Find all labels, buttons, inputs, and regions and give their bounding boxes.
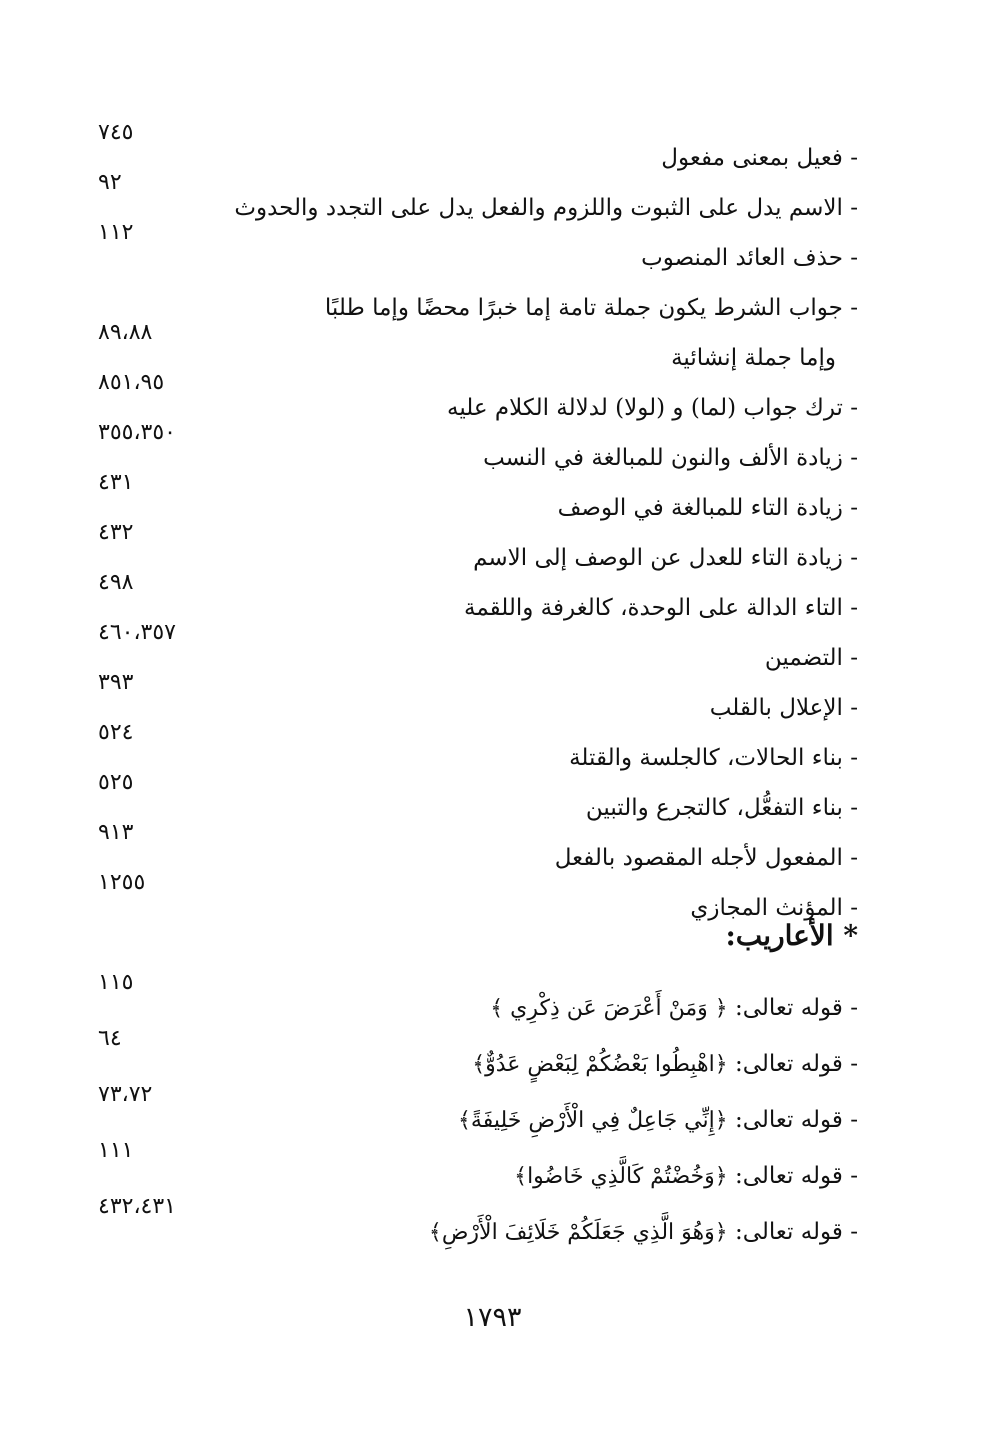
entry-text: - ترك جواب (لما) و (لولا) لدلالة الكلام عليه — [447, 395, 858, 421]
entry-page-refs: ٥٢٥ — [98, 770, 134, 795]
entry-text: - حذف العائد المنصوب — [641, 245, 858, 271]
index-entry — [98, 820, 858, 884]
index-entry — [98, 284, 858, 334]
index-entry — [98, 770, 858, 834]
entry-text: - زيادة الألف والنون للمبالغة في النسب — [483, 445, 858, 471]
index-entry-continuation — [98, 320, 858, 384]
entry-text: - المؤنث المجازي — [690, 895, 858, 921]
entry-text: - التضمين — [764, 645, 858, 671]
entry-page-refs: ١١١ — [98, 1138, 134, 1163]
entry-text: - بناء التفعُّل، كالتجرع والتبين — [585, 795, 858, 821]
index-entry — [98, 370, 858, 434]
entry-text: وإما جملة إنشائية — [671, 345, 836, 371]
index-entry — [98, 420, 858, 484]
verse-prefix: - قوله تعالى: — [734, 1219, 858, 1245]
entry-page-refs: ٧٤٥ — [98, 120, 134, 145]
entry-page-refs: ٩٢ — [98, 170, 122, 195]
index-entry — [98, 520, 858, 584]
entry-page-refs: ٤٣١ — [98, 470, 134, 495]
entry-page-refs: ٤٦٠،٣٥٧ — [98, 620, 176, 645]
entry-text: - زيادة التاء للعدل عن الوصف إلى الاسم — [473, 545, 858, 571]
entry-text: - فعيل بمعنى مفعول — [661, 145, 858, 171]
quran-verse: ﴿إِنِّي جَاعِلٌ فِي الْأَرْضِ خَلِيفَةً﴾ — [458, 1108, 728, 1133]
entry-page-refs: ٨٥١،٩٥ — [98, 370, 165, 395]
entry-text: - المفعول لأجله المقصود بالفعل — [554, 845, 858, 871]
entry-page-refs: ٧٣،٧٢ — [98, 1082, 153, 1107]
verse-prefix: - قوله تعالى: — [734, 995, 858, 1021]
verse-line — [472, 1048, 858, 1081]
page-number: ١٧٩٣ — [463, 1302, 522, 1333]
entry-page-refs: ٥٢٤ — [98, 720, 134, 745]
index-entry — [98, 170, 858, 234]
entry-page-refs: ٣٥٥،٣٥٠ — [98, 420, 176, 445]
entry-page-refs: ١٢٥٥ — [98, 870, 146, 895]
verse-entry — [98, 1026, 858, 1090]
verse-entry — [98, 1194, 858, 1258]
entry-text: - جواب الشرط يكون جملة تامة إما خبرًا محضًا وإما طلبًا — [324, 295, 858, 321]
entry-text: - بناء الحالات، كالجلسة والقتلة — [569, 745, 858, 771]
verse-line — [458, 1104, 858, 1137]
entry-page-refs: ٩١٣ — [98, 820, 134, 845]
index-entry — [98, 670, 858, 734]
index-entry — [98, 620, 858, 684]
quran-verse: ﴿ وَمَنْ أَعْرَضَ عَن ذِكْرِي ﴾ — [490, 996, 728, 1021]
entry-page-refs: ٤٣٢،٤٣١ — [98, 1194, 176, 1219]
entry-page-refs: ١١٥ — [98, 970, 134, 995]
entry-page-refs: ١١٢ — [98, 220, 134, 245]
verse-entry — [98, 1138, 858, 1202]
verse-line — [490, 992, 858, 1025]
quran-verse: ﴿وَخُضْتُمْ كَالَّذِي خَاضُوا﴾ — [514, 1164, 728, 1189]
entry-page-refs: ٤٩٨ — [98, 570, 134, 595]
entry-text: - زيادة التاء للمبالغة في الوصف — [557, 495, 858, 521]
section-heading: * الأعاريب: — [725, 919, 858, 952]
verse-prefix: - قوله تعالى: — [734, 1107, 858, 1133]
verse-entry — [98, 1082, 858, 1146]
quran-verse: ﴿وَهُوَ الَّذِي جَعَلَكُمْ خَلَائِفَ الْأَرْضِ﴾ — [428, 1220, 728, 1245]
entry-page-refs: ٨٩،٨٨ — [98, 320, 153, 345]
verse-prefix: - قوله تعالى: — [734, 1051, 858, 1077]
verse-line — [514, 1160, 858, 1193]
index-entry — [98, 120, 858, 184]
entry-text: - التاء الدالة على الوحدة، كالغرفة واللقمة — [463, 595, 858, 621]
index-entry — [98, 720, 858, 784]
index-entry — [98, 470, 858, 534]
entry-text: - الاسم يدل على الثبوت واللزوم والفعل يدل على التجدد والحدوث — [234, 195, 858, 221]
verse-line — [429, 1216, 858, 1249]
entry-page-refs: ٣٩٣ — [98, 670, 134, 695]
entry-text: - الإعلال بالقلب — [709, 695, 858, 721]
quran-verse: ﴿اهْبِطُوا بَعْضُكُمْ لِبَعْضٍ عَدُوٌّ﴾ — [472, 1052, 728, 1077]
index-entry — [98, 570, 858, 634]
entry-page-refs: ٦٤ — [98, 1026, 122, 1051]
entry-page-refs: ٤٣٢ — [98, 520, 134, 545]
verse-prefix: - قوله تعالى: — [734, 1163, 858, 1189]
verse-entry — [98, 970, 858, 1034]
index-entry — [98, 220, 858, 284]
